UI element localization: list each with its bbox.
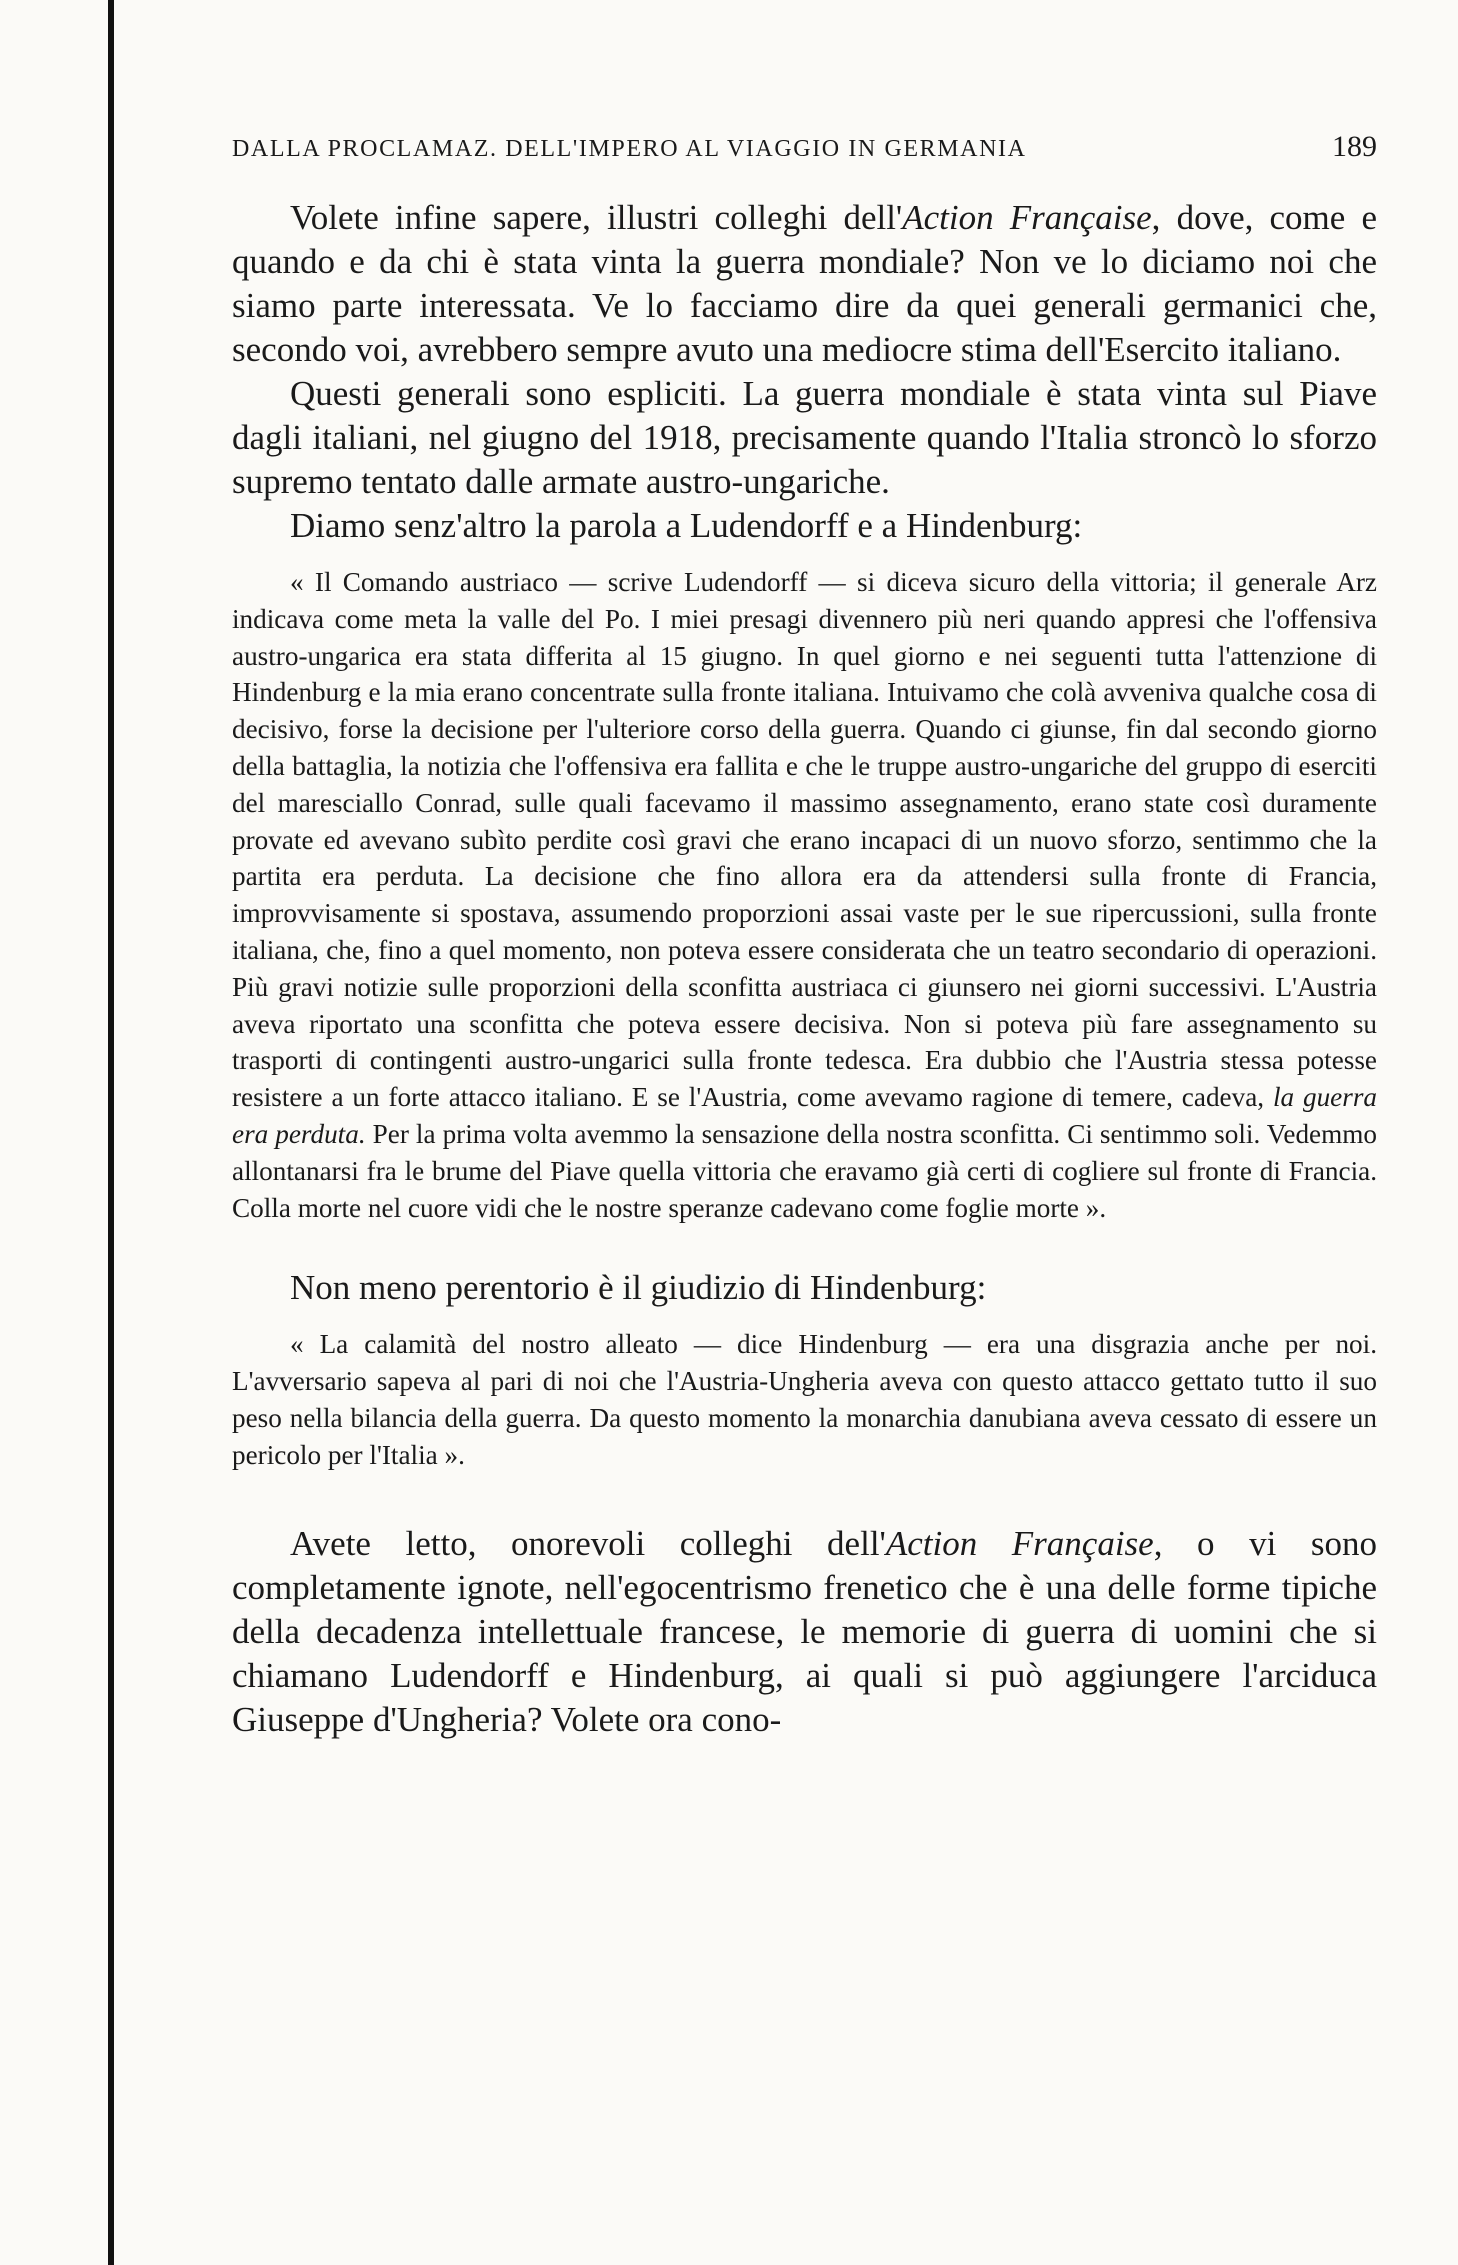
ludendorff-quote	[232, 564, 1377, 1226]
ludendorff-quote-italic: la guerra era perduta.	[232, 1082, 1377, 1149]
paragraph-3: Diamo senz'altro la parola a Ludendorff e a Hindenburg:	[290, 506, 1083, 545]
paragraph-1-text: Volete infine sapere, illustri colleghi dell'	[290, 198, 903, 237]
paragraph-5-text-end: , o vi sono completamente ignote, nell'egocentrismo frenetico che è una delle forme tipiche della decadenza intellettuale francese, le memorie di guerra di uomini che si chiamano Ludendorff e Hindenburg, ai quali si può aggiungere l'arciduca Giuseppe d'Ungheria? Volete ora cono-	[232, 1523, 1377, 1739]
running-head	[232, 130, 1377, 164]
paragraph-5	[232, 1522, 1377, 1742]
paragraph-1-italic: Action Française	[902, 198, 1152, 237]
paragraph-5-italic: Action Française	[885, 1523, 1154, 1563]
ludendorff-quote-text-end: Per la prima volta avemmo la sensazione della nostra sconfitta. Ci sentimmo soli. Vedemmo allontanarsi fra le brume del Piave quella vittoria che eravamo già certi di cogliere sul fronte di Francia. Colla morte nel cuore vidi che le nostre speranze cadevano come foglie morte ».	[232, 1118, 1378, 1223]
paragraph-4: Non meno perentorio è il giudizio di Hindenburg:	[290, 1268, 987, 1308]
ludendorff-quote-text: « Il Comando austriaco — scrive Ludendorff — si diceva sicuro della vittoria; il generale Arz indicava come meta la valle del Po. I miei presagi divennero più neri quando appresi che l'offensiva austro-ungarica era stata differita al 15 giugno. In quel giorno e nei seguenti tutta l'attenzione di Hindenburg e la mia erano concentrate sulla fronte italiana. Intuivamo che colà avveniva qualche cosa di decisivo, forse la decisione per l'ulteriore corso della guerra. Quando ci giunse, fin dal secondo giorno della battaglia, la notizia che l'offensiva era fallita e che le truppe austro-ungariche del gruppo di eserciti del maresciallo Conrad, sulle quali facevamo il massimo assegnamento, erano state così duramente provate ed avevano subìto perdite così gravi che erano incapaci di un nuovo sforzo, sentimmo che la partita era perduta. La decisione che fino allora era da attendersi sulla fronte di Francia, improvvisamente si spostava, assumendo proporzioni assai vaste per le sue ripercussioni, sulla fronte italiana, che, fino a quel momento, non poteva essere considerata che un teatro secondario di operazioni. Più gravi notizie sulle proporzioni della sconfitta austriaca ci giunsero nei giorni successivi. L'Austria aveva riportato una sconfitta che poteva essere decisiva. Non si poteva più fare assegnamento su trasporti di contingenti austro-ungarici sulla fronte tedesca. Era dubbio che l'Austria stessa potesse resistere a un forte attacco italiano. E se l'Austria, come avevamo ragione di temere, cadeva,	[232, 567, 1377, 1113]
body-text	[232, 196, 1377, 1742]
paragraph-5-text: Avete letto, onorevoli colleghi dell'	[290, 1523, 886, 1563]
paragraph-2: Questi generali sono espliciti. La guerra mondiale è stata vinta sul Piave dagli italiani, nel giugno del 1918, precisamente quando l'Italia stroncò lo sforzo supremo tentato dalle armate austro-ungariche.	[232, 374, 1377, 501]
page-number: 189	[1332, 130, 1377, 163]
paragraph-1	[232, 196, 1377, 372]
paragraph-1-text-end: , dove, come e quando e da chi è stata vinta la guerra mondiale? Non ve lo diciamo noi che siamo parte interessata. Ve lo facciamo dire da quei generali germanici che, secondo voi, avrebbero sempre avuto una mediocre stima dell'Esercito italiano.	[232, 198, 1377, 369]
page-binding-edge	[108, 0, 114, 2265]
running-title: DALLA PROCLAMAZ. DELL'IMPERO AL VIAGGIO IN GERMANIA	[232, 136, 1027, 162]
hindenburg-quote: « La calamità del nostro alleato — dice Hindenburg — era una disgrazia anche per noi. L'avversario sapeva al pari di noi che l'Austria-Ungheria aveva con questo attacco gettato tutto il suo peso nella bilancia della guerra. Da questo momento la monarchia danubiana aveva cessato di essere un pericolo per l'Italia ».	[232, 1329, 1377, 1470]
